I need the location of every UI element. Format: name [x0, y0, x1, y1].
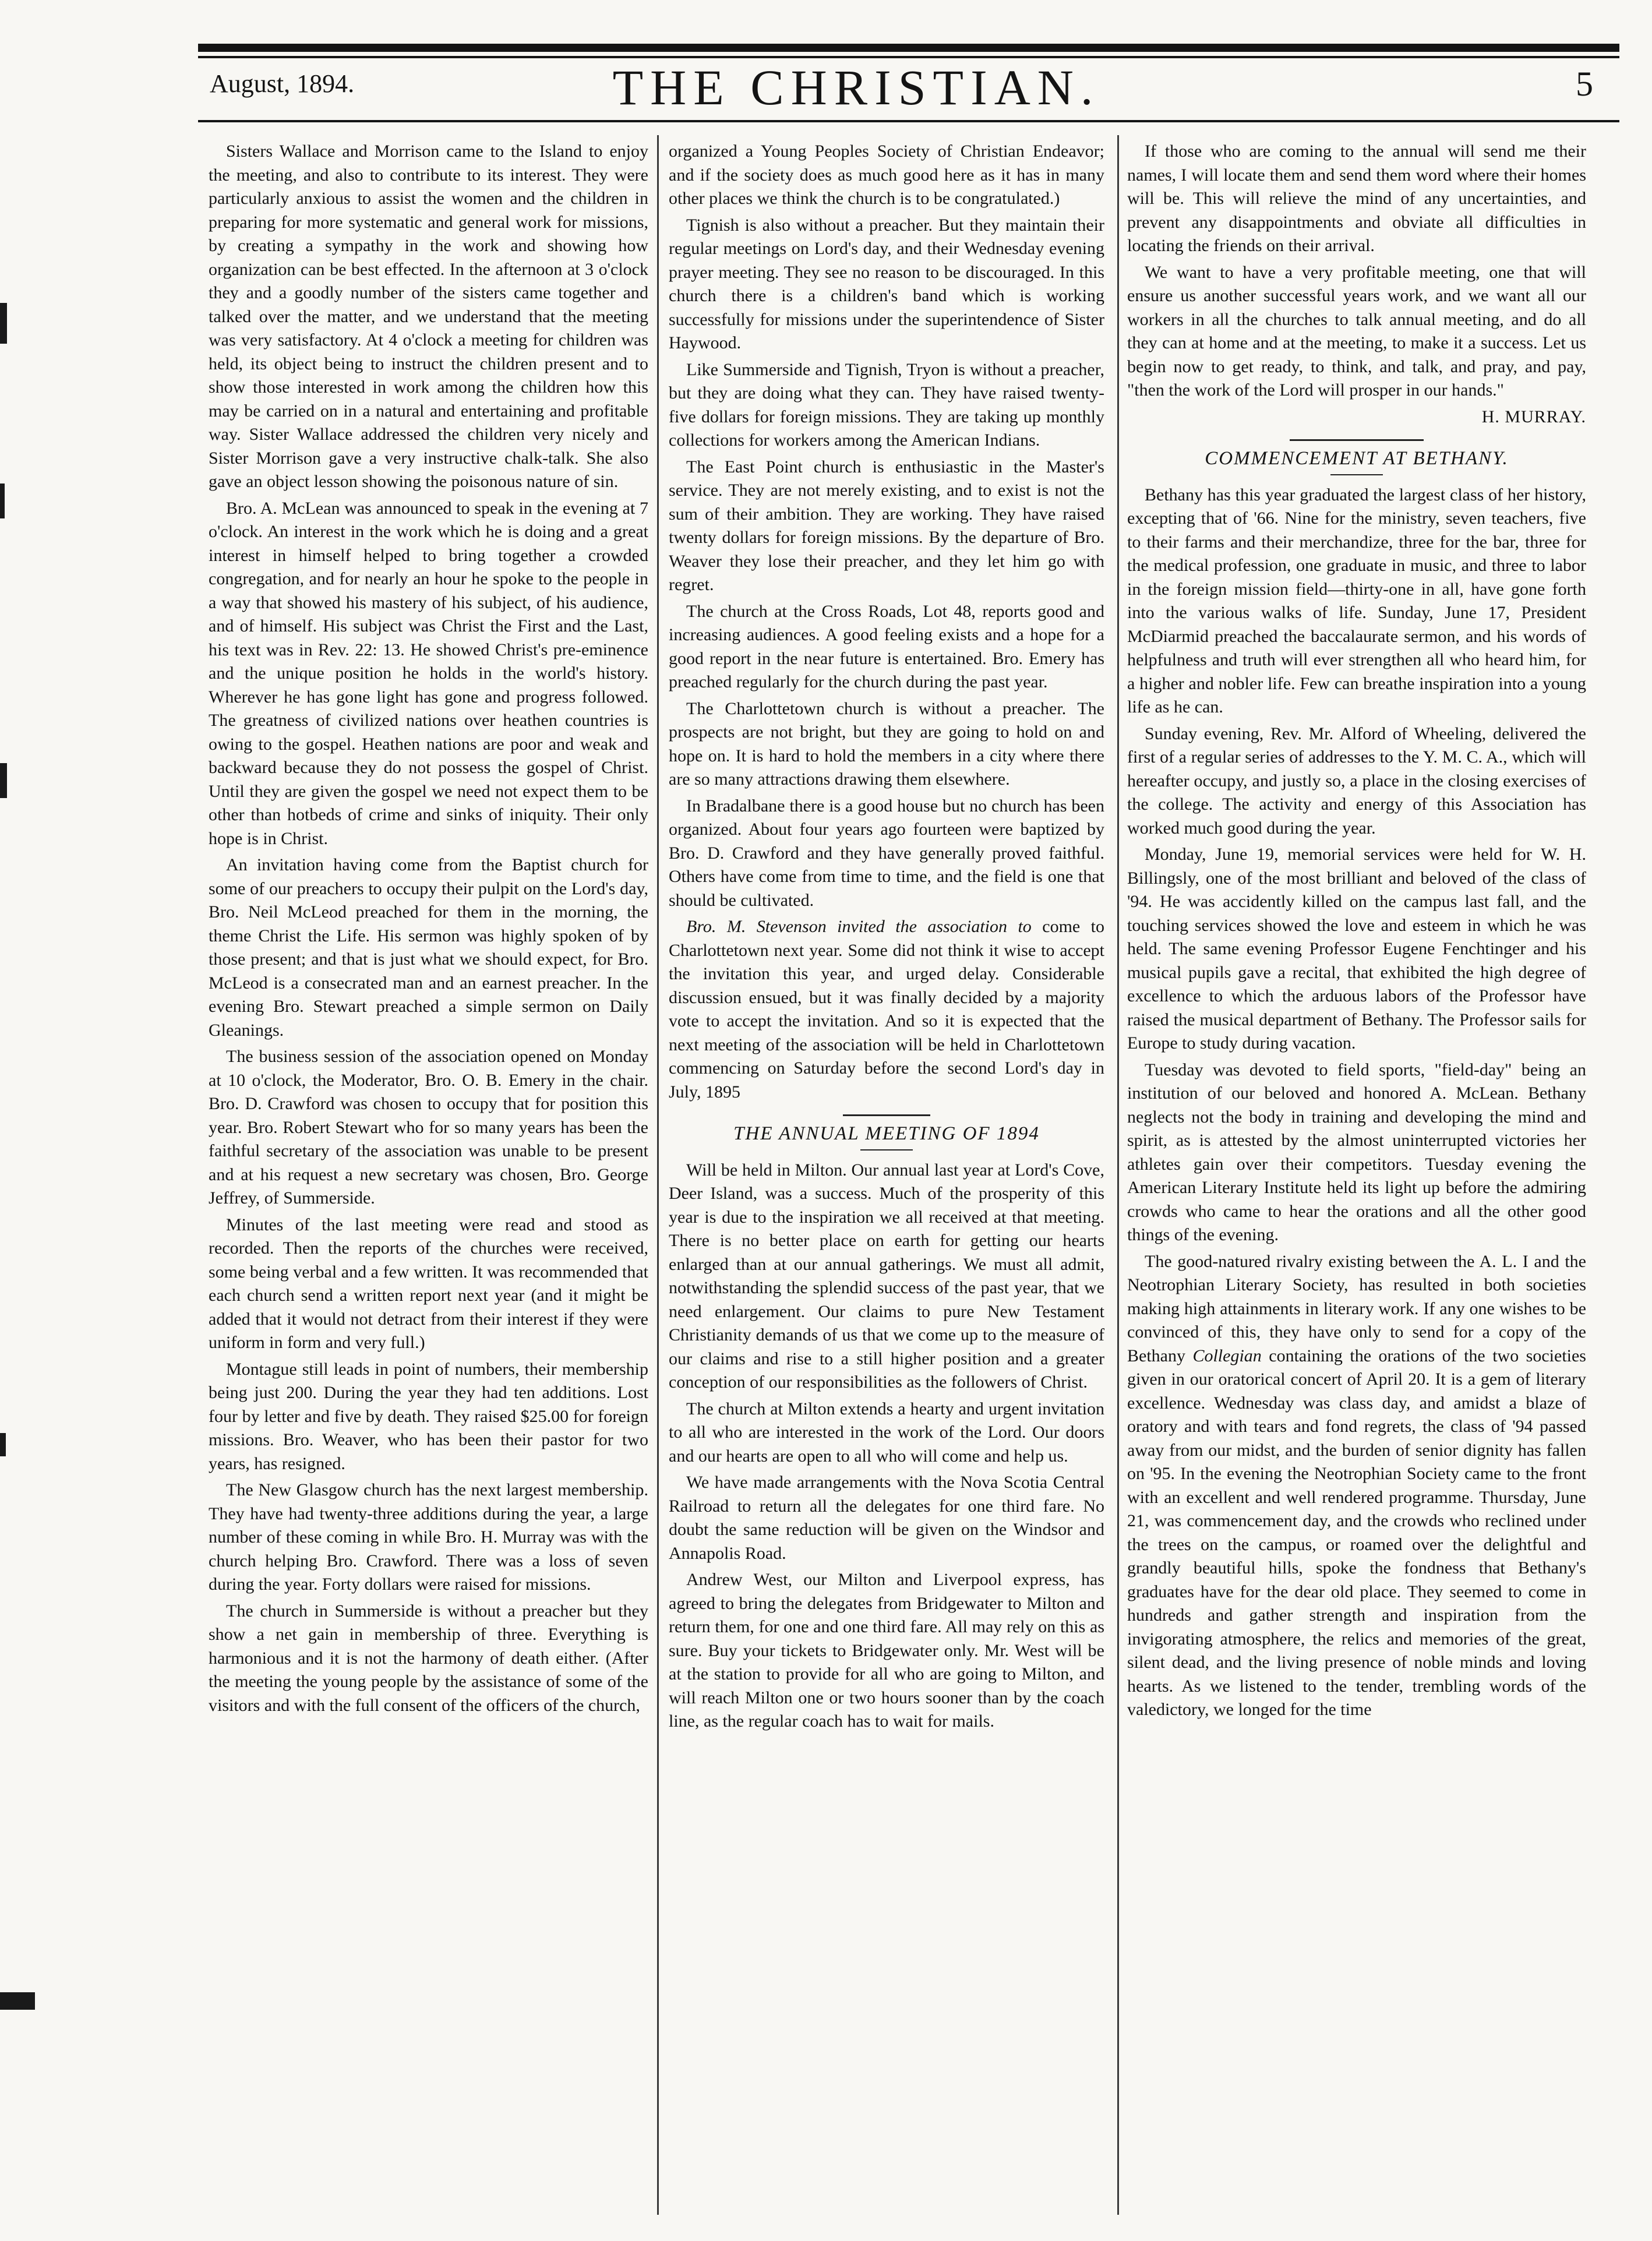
paragraph: Like Summerside and Tignish, Tryon is without a preacher, but they are doing what they can. They have raised twenty-five dollars for foreign missions. They are taking up monthly collections for workers among the American Indians. — [669, 359, 1104, 450]
paragraph: The church at the Cross Roads, Lot 48, reports good and increasing audiences. A good feeling exists and a hope for a good report in the near future is entertained. Bro. Emery has preached regularly for the church during the past year. — [669, 601, 1104, 691]
paragraph: The church at Milton extends a hearty and urgent invitation to all who are interested in the work of the Lord. Our doors and our hearts are open to all who will come and help us. — [669, 1399, 1104, 1466]
page-number: 5 — [1576, 65, 1593, 103]
column-divider — [657, 135, 659, 2215]
heading-underline — [1330, 474, 1383, 475]
scan-margin-mark — [0, 1433, 6, 1456]
issue-date: August, 1894. — [210, 69, 355, 98]
paragraph: organized a Young Peoples Society of Christian Endeavor; and if the society does as much good here as it has in many other places we think the church is to be congratulated.) — [669, 142, 1104, 208]
paragraph: The business session of the association opened on Monday at 10 o'clock, the Moderator, Bro. O. B. Emery in the chair. Bro. D. Crawford was chosen to occupy that for position this year. Bro. Robert Stewart who for so many years has been the faithful secretary of the association was unable to be present and at his request a new secretary was chosen, Bro. George Jeffrey, of Summerside. — [209, 1047, 648, 1208]
section-heading: COMMENCEMENT AT BETHANY. — [1205, 448, 1509, 469]
paragraph-text: containing the orations of the two societies given in our oratorical concert of April 20. It is a gem of literary excellence. Wednesday was class day, and amidst a blaze of oratory and with tears and fond regrets, the class of '94 passed away from our midst, and the burden of senior dignity has fallen on '95. In the evening the Neotrophian Society came to the front with an excellent and well rendered programme. Thursday, June 21, was commencement day, and the crowds who reclined under the trees on the campus, or roamed over the delightful and grandly beautiful hills, spoke the fondness that Bethany's graduates have for the dear old place. They seemed to come in hundreds and gather strength and inspiration from the invigorating atmosphere, the relics and memories of the great, silent dead, and the living presence of noble minds and loving hearts. As we listened to the tender, trembling words of the valedictory, we longed for the time — [1127, 1346, 1586, 1719]
author-signature: H. MURRAY. — [1481, 407, 1586, 426]
italic-title: Collegian — [1192, 1346, 1262, 1365]
paragraph: An invitation having come from the Baptist church for some of our preachers to occupy their pulpit on the Lord's day, Bro. Neil McLeod preached for them in the morning, the theme Christ the Life. His sermon was highly spoken of by those present; and that is just what we should expect, for Bro. McLeod is a consecrated man and an earnest preacher. In the evening Bro. Stewart preached a simple sermon on Daily Gleanings. — [209, 855, 648, 1040]
newspaper-title: THE CHRISTIAN. — [612, 59, 1100, 115]
paragraph: The New Glasgow church has the next largest membership. They have had twenty-three additions during the year, a large number of these coming in while Bro. H. Murray was with the church helping Bro. Crawford. There was a loss of seven during the year. Forty dollars were raised for missions. — [209, 1480, 648, 1594]
paragraph — [669, 915, 1104, 1104]
paragraph: Minutes of the last meeting were read and stood as recorded. Then the reports of the churches were received, some being verbal and a few written. It was recommended that each church send a written report next year (and it might be added that it would not detract from their interest if they were uniform in form and very full.) — [209, 1215, 648, 1352]
section-divider — [843, 1114, 930, 1116]
italic-phrase: Bro. M. Stevenson invited the association to — [686, 917, 1032, 936]
paragraph-text: The good-natured rivalry existing between the A. L. I and the Neotrophian Literary Society, has resulted in both societies making high attainments in literary work. If any one wishes to be convinced of this, they have only to send for a copy of the Bethany — [1127, 1251, 1586, 1365]
article-column-2 — [669, 140, 1104, 2214]
scan-margin-mark — [0, 484, 5, 518]
paragraph: Andrew West, our Milton and Liverpool express, has agreed to bring the delegates from Bridgewater to Milton and return them, for one and one third fare. All may rely on this as sure. Buy your tickets to Bridgewater only. Mr. West will be at the station to provide for all who are going to Milton, and will reach Milton one or two hours sooner than by the coach line, as the regular coach has to wait for mails. — [669, 1570, 1104, 1731]
paragraph: Tignish is also without a preacher. But they maintain their regular meetings on Lord's day, and their Wednesday evening prayer meeting. They see no reason to be discouraged. In this church there is a children's band which is working successfully for missions under the superintendence of Sister Haywood. — [669, 215, 1104, 352]
section-divider — [1290, 439, 1424, 441]
paragraph-text: come to Charlottetown next year. Some did not think it wise to accept the invitation this year, and urged delay. Considerable discussion ensued, but it was finally decided by a majority vote to accept the invitation. And so it is expected that the next meeting of the association will be held in Charlottetown commencing on Saturday before the second Lord's day in July, 1895 — [669, 917, 1104, 1102]
scan-margin-mark — [0, 1992, 35, 2010]
paragraph: Montague still leads in point of numbers, their membership being just 200. During the year they had ten additions. Lost four by letter and five by death. They raised $25.00 for foreign missions. Bro. Weaver, who has been their pastor for two years, has resigned. — [209, 1359, 648, 1473]
paragraph: In Bradalbane there is a good house but no church has been organized. About four years ago fourteen were baptized by Bro. D. Crawford and they have generally proved faithful. Others have come from time to time, and the field is one that should be cultivated. — [669, 796, 1104, 910]
scan-margin-mark — [0, 303, 7, 344]
paragraph: Sunday evening, Rev. Mr. Alford of Wheeling, delivered the first of a regular series of addresses to the Y. M. C. A., which will hereafter occupy, and justly so, a place in the closing exercises of the college. The activity and energy of this Association has worked much good during the year. — [1127, 724, 1586, 838]
paragraph: We have made arrangements with the Nova Scotia Central Railroad to return all the delegates for one third fare. No doubt the same reduction will be given on the Windsor and Annapolis Road. — [669, 1473, 1104, 1563]
paragraph: Sisters Wallace and Morrison came to the Island to enjoy the meeting, and also to contribute to its interest. They were particularly anxious to assist the women and the children in preparing for more systematic and general work for missions, by creating a sympathy in the work and showing how organization can be best effected. In the afternoon at 3 o'clock they and a goodly number of the sisters came together and talked over the matter, and we understand that the meeting was very satisfactory. At 4 o'clock a meeting for children was held, its object being to instruct the children present and to show those interested in work among the children how this may be carried on in a natural and entertaining and profitable way. Sister Wallace addressed the children very nicely and Sister Morrison gave a very instructive chalk-talk. She also gave an object lesson showing the poisonous nature of sin. — [209, 142, 648, 491]
paragraph — [1127, 1250, 1586, 1722]
article-column-1 — [209, 140, 648, 2214]
paragraph: Bethany has this year graduated the largest class of her history, excepting that of '66. Nine for the ministry, seven teachers, five to their farms and their merchandize, three for the bar, three for the medical profession, one graduate in music, and three to labor in the foreign mission field—thirty-one in all, have gone forth into the various walks of life. Sunday, June 17, President McDiarmid preached the baccalaurate sermon, and his words of helpfulness and truth will ever strengthen all who heard him, for a higher and nobler life. Few can breathe inspiration into a young life as he can. — [1127, 485, 1586, 717]
article-column-3 — [1127, 140, 1586, 2214]
paragraph: We want to have a very profitable meeting, one that will ensure us another successful years work, and we want all our workers in all the churches to talk annual meeting, and do all they can at home and at the meeting, to make it a success. Let us begin now to get ready, to think, and talk, and pray, and pay, "then the work of the Lord will prosper in our hands." — [1127, 262, 1586, 400]
column-divider — [1117, 135, 1119, 2215]
section-heading: THE ANNUAL MEETING OF 1894 — [733, 1123, 1040, 1144]
paragraph: If those who are coming to the annual will send me their names, I will locate them and send them word where their homes will be. This will relieve the mind of any uncertainties, and prevent any disappointments and obviate all difficulties in locating the friends on their arrival. — [1127, 142, 1586, 255]
scan-margin-mark — [0, 763, 7, 798]
masthead-bottom-rule — [198, 120, 1619, 122]
paragraph: Monday, June 19, memorial services were held for W. H. Billingsly, one of the most brilliant and beloved of the class of '94. He was accidently killed on the campus last fall, and the touching services showed the love and esteem in which he was held. The same evening Professor Eugene Fenchtinger and his musical pupils gave a recital, that exhibited the high degree of excellence to which the arduous labors of the Professor have raised the musical department of Bethany. The Professor sails for Europe to study during vacation. — [1127, 845, 1586, 1053]
paragraph: Will be held in Milton. Our annual last year at Lord's Cove, Deer Island, was a success. Much of the prosperity of this year is due to the inspiration we all received at that meeting. There is no better place on earth for getting our hearts enlarged than at our annual gatherings. We must all admit, notwithstanding the splendid success of the past year, that we need enlargement. Our claims to pure New Testament Christianity demands of us that we come up to the measure of our claims and rise to a still higher position and a greater conception of our responsibilities as the followers of Christ. — [669, 1160, 1104, 1392]
masthead-top-rule — [198, 44, 1619, 52]
paragraph: The East Point church is enthusiastic in the Master's service. They are not merely existing, and to exist is not the sum of their ambition. They are working. They have raised twenty dollars for foreign missions. By the departure of Bro. Weaver they lose their preacher, and they let him go with regret. — [669, 457, 1104, 594]
paragraph: The Charlottetown church is without a preacher. The prospects are not bright, but they are going to hold on and hope on. It is hard to hold the members in a city where there are so many attractions drawing them elsewhere. — [669, 698, 1104, 789]
paragraph: Bro. A. McLean was announced to speak in the evening at 7 o'clock. An interest in the work which he is doing and a great interest in himself helped to bring together a crowded congregation, and for nearly an hour he spoke to the people in a way that showed his mastery of his subject, of his audience, and of himself. His subject was Christ the First and the Last, his text was in Rev. 22: 13. He showed Christ's pre-eminence and the unique position he holds in the world's history. Wherever he has gone light has gone and progress followed. The greatness of civilized nations over heathen countries is owing to the gospel. Heathen nations are poor and weak and backward because they do not possess the gospel of Christ. Until they are given the gospel we need not expect them to be other than hotbeds of crime and sinks of iniquity. Their only hope is in Christ. — [209, 498, 648, 848]
paragraph: Tuesday was devoted to field sports, "field-day" being an institution of our beloved and honored A. McLean. Bethany neglects not the body in training and developing the mind and spirit, as is attested by the almost uninterrupted victories her athletes gain over their competitors. Tuesday evening the American Literary Institute held its light up before the admiring crowds who came to hear the orations and all the other good things of the evening. — [1127, 1060, 1586, 1244]
heading-underline — [860, 1149, 913, 1151]
paragraph: The church in Summerside is without a preacher but they show a net gain in membership of three. Everything is harmonious and it is not the harmony of death either. (After the meeting the young people by the assistance of some of the visitors and with the full consent of the officers of the church, — [209, 1601, 648, 1715]
